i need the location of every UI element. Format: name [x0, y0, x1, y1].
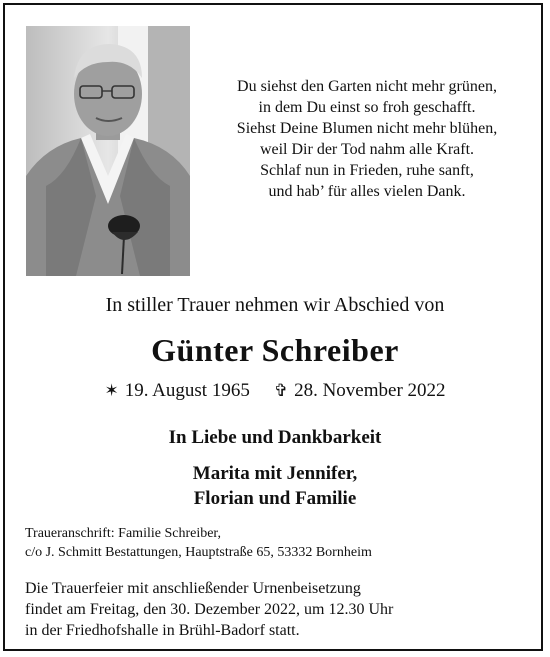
love-line: In Liebe und Dankbarkeit: [168, 427, 382, 448]
poem-line: und hab’ für alles vielen Dank.: [268, 183, 466, 200]
poem-line: Siehst Deine Blumen nicht mehr blühen,: [236, 120, 498, 137]
birth-date: 19. August 1965: [124, 380, 250, 401]
portrait-illustration: [26, 26, 190, 276]
portrait-photo: [26, 26, 190, 276]
poem-line: Du siehst den Garten nicht mehr grünen,: [237, 78, 497, 95]
address-line: Traueranschrift: Familie Schreiber,: [25, 526, 222, 541]
family-line: Marita mit Jennifer,: [192, 463, 358, 484]
family-line: Florian und Familie: [193, 488, 357, 509]
poem: [200, 76, 534, 202]
funeral-service-info: [25, 578, 393, 641]
service-line: findet am Freitag, den 30. Dezember 2022, um 12.30 Uhr: [25, 601, 394, 618]
death-date: 28. November 2022: [294, 380, 446, 401]
poem-line: weil Dir der Tod nahm alle Kraft.: [259, 141, 475, 158]
poem-line: in dem Du einst so froh geschafft.: [258, 99, 476, 116]
intro-text: In stiller Trauer nehmen wir Abschied von: [105, 294, 445, 316]
mourning-address: [25, 524, 372, 562]
deceased-name: Günter Schreiber: [151, 332, 399, 368]
service-line: in der Friedhofshalle in Brühl-Badorf statt.: [25, 622, 300, 639]
life-dates: [0, 380, 550, 402]
birth-star-icon: ✶: [104, 381, 119, 400]
poem-line: Schlaf nun in Frieden, ruhe sanft,: [260, 162, 474, 179]
cross-icon: ✞: [273, 381, 289, 400]
service-line: Die Trauerfeier mit anschließender Urnenbeisetzung: [25, 580, 361, 597]
family-names: [0, 461, 550, 511]
address-line: c/o J. Schmitt Bestattungen, Hauptstraße 65, 53332 Bornheim: [25, 545, 372, 560]
